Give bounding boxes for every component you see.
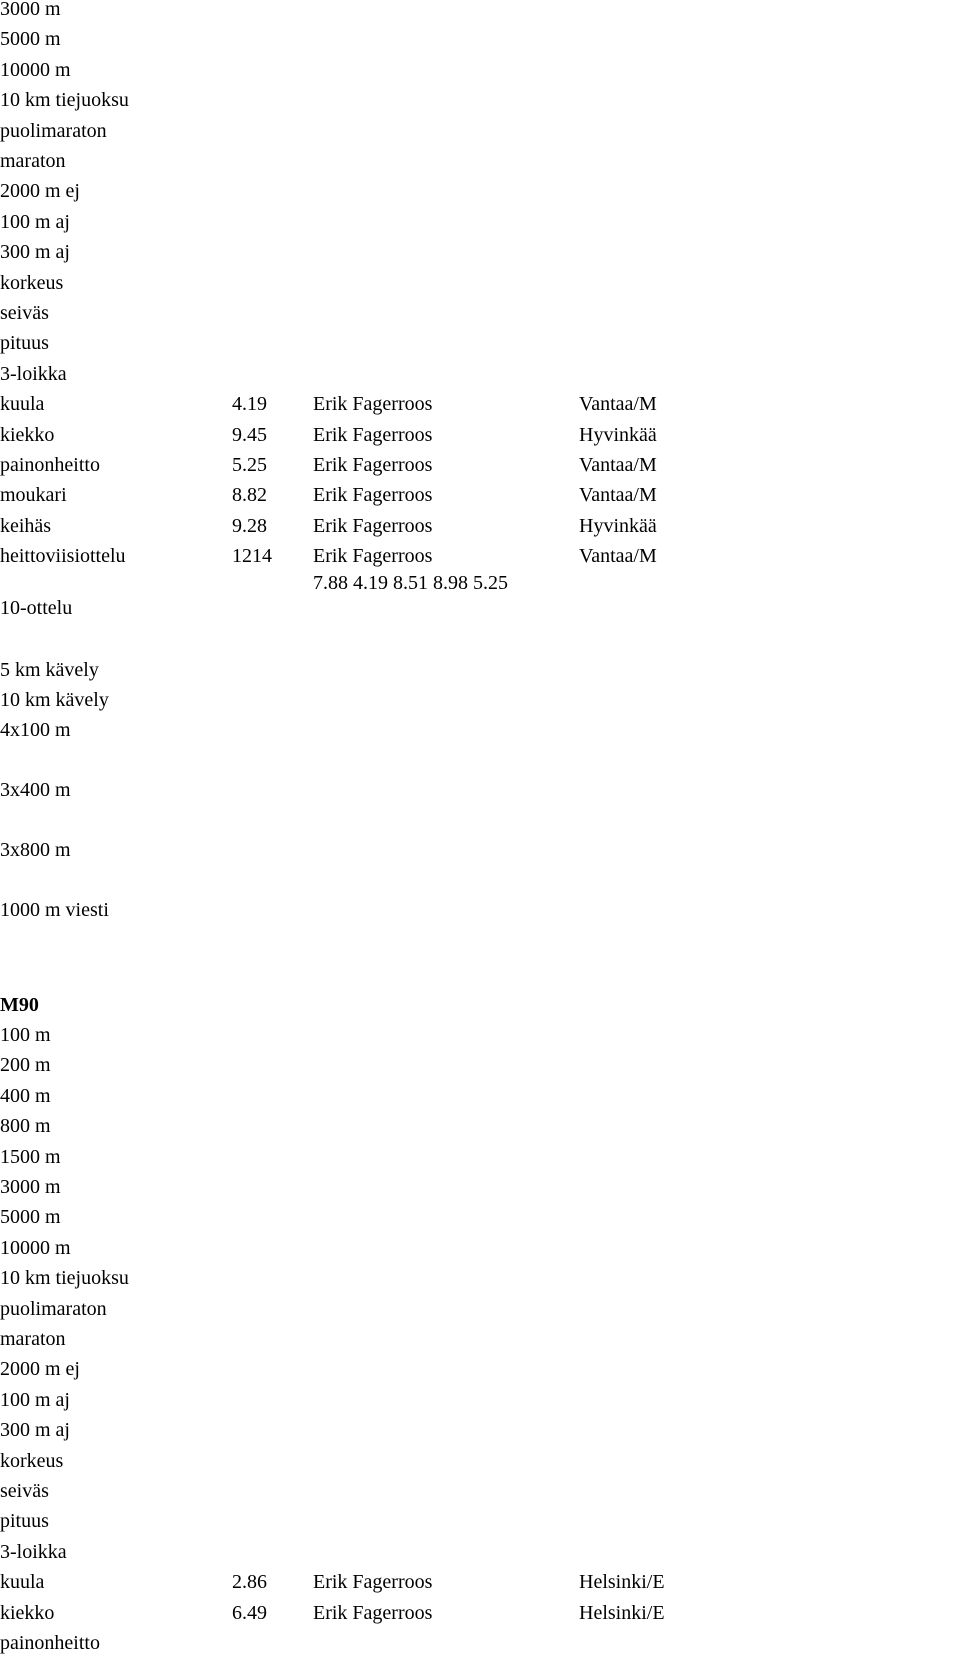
event-cell: 300 m aj xyxy=(0,1419,70,1442)
event-cell: pituus xyxy=(0,1510,49,1533)
result-cell: 6.49 xyxy=(232,1601,267,1624)
event-cell: maraton xyxy=(0,150,66,172)
place-cell: Hyvinkää xyxy=(579,514,657,537)
result-cell: 4.19 xyxy=(232,393,267,416)
event-cell: 10 km tiejuoksu xyxy=(0,1267,129,1290)
place-cell: Helsinki/E xyxy=(579,1601,665,1624)
event-cell: 2000 m ej xyxy=(0,180,80,203)
event-cell: 400 m xyxy=(0,1084,51,1107)
athlete-cell: Erik Fagerroos xyxy=(313,393,433,416)
place-cell: Vantaa/M xyxy=(579,484,657,507)
event-cell: heittoviisiottelu xyxy=(0,545,126,568)
result-cell: 1214 xyxy=(232,545,272,568)
event-cell: 10 km tiejuoksu xyxy=(0,89,129,112)
event-cell: 3-loikka xyxy=(0,362,67,385)
event-cell: seiväs xyxy=(0,302,49,324)
event-cell: moukari xyxy=(0,484,67,507)
event-cell: 100 m xyxy=(0,1024,51,1046)
event-cell: 300 m aj xyxy=(0,241,70,264)
athlete-cell: Erik Fagerroos xyxy=(313,545,433,568)
athlete-cell: Erik Fagerroos xyxy=(313,423,433,446)
event-cell: 2000 m ej xyxy=(0,1358,80,1381)
event-cell: 1000 m viesti xyxy=(0,899,109,921)
event-cell: 3000 m xyxy=(0,0,61,20)
event-cell: 100 m aj xyxy=(0,210,70,233)
event-cell: 800 m xyxy=(0,1115,51,1138)
place-cell: Vantaa/M xyxy=(579,393,657,416)
event-cell: kuula xyxy=(0,393,45,416)
event-cell: 3000 m xyxy=(0,1176,61,1198)
event-cell: 10-ottelu xyxy=(0,597,73,619)
athlete-cell: Erik Fagerroos xyxy=(313,454,433,476)
athlete-cell: Erik Fagerroos xyxy=(313,484,433,507)
result-cell: 5.25 xyxy=(232,454,267,476)
pentathlon-splits: 7.88 4.19 8.51 8.98 5.25 xyxy=(313,572,508,594)
event-cell: 100 m aj xyxy=(0,1388,70,1411)
place-cell: Hyvinkää xyxy=(579,423,657,446)
event-cell: kuula xyxy=(0,1571,45,1594)
event-cell: painonheitto xyxy=(0,1632,100,1654)
event-cell: 3x800 m xyxy=(0,839,71,861)
result-cell: 2.86 xyxy=(232,1571,267,1594)
event-cell: keihäs xyxy=(0,514,52,537)
event-cell: 3x400 m xyxy=(0,779,71,801)
event-cell: maraton xyxy=(0,1328,66,1350)
event-cell: kiekko xyxy=(0,1601,55,1624)
event-cell: 1500 m xyxy=(0,1145,61,1168)
event-cell: 5 km kävely xyxy=(0,659,99,681)
event-cell: korkeus xyxy=(0,271,64,294)
place-cell: Vantaa/M xyxy=(579,454,657,476)
event-cell: 5000 m xyxy=(0,1206,61,1229)
result-cell: 9.28 xyxy=(232,514,267,537)
event-cell: 10 km kävely xyxy=(0,689,109,711)
event-cell: 10000 m xyxy=(0,1236,71,1259)
event-cell: 4x100 m xyxy=(0,719,71,741)
event-cell: kiekko xyxy=(0,423,55,446)
event-cell: 3-loikka xyxy=(0,1540,67,1563)
result-cell: 9.45 xyxy=(232,423,267,446)
place-cell: Vantaa/M xyxy=(579,545,657,568)
event-cell: puolimaraton xyxy=(0,1297,107,1320)
section-heading: M90 xyxy=(0,994,39,1016)
event-cell: puolimaraton xyxy=(0,119,107,142)
event-cell: pituus xyxy=(0,332,49,355)
result-cell: 8.82 xyxy=(232,484,267,507)
athlete-cell: Erik Fagerroos xyxy=(313,1571,433,1594)
event-cell: 10000 m xyxy=(0,58,71,81)
event-cell: korkeus xyxy=(0,1449,64,1472)
athlete-cell: Erik Fagerroos xyxy=(313,514,433,537)
athlete-cell: Erik Fagerroos xyxy=(313,1601,433,1624)
event-cell: painonheitto xyxy=(0,454,100,476)
event-cell: seiväs xyxy=(0,1480,49,1502)
place-cell: Helsinki/E xyxy=(579,1571,665,1594)
event-cell: 5000 m xyxy=(0,28,61,51)
event-cell: 200 m xyxy=(0,1054,51,1077)
